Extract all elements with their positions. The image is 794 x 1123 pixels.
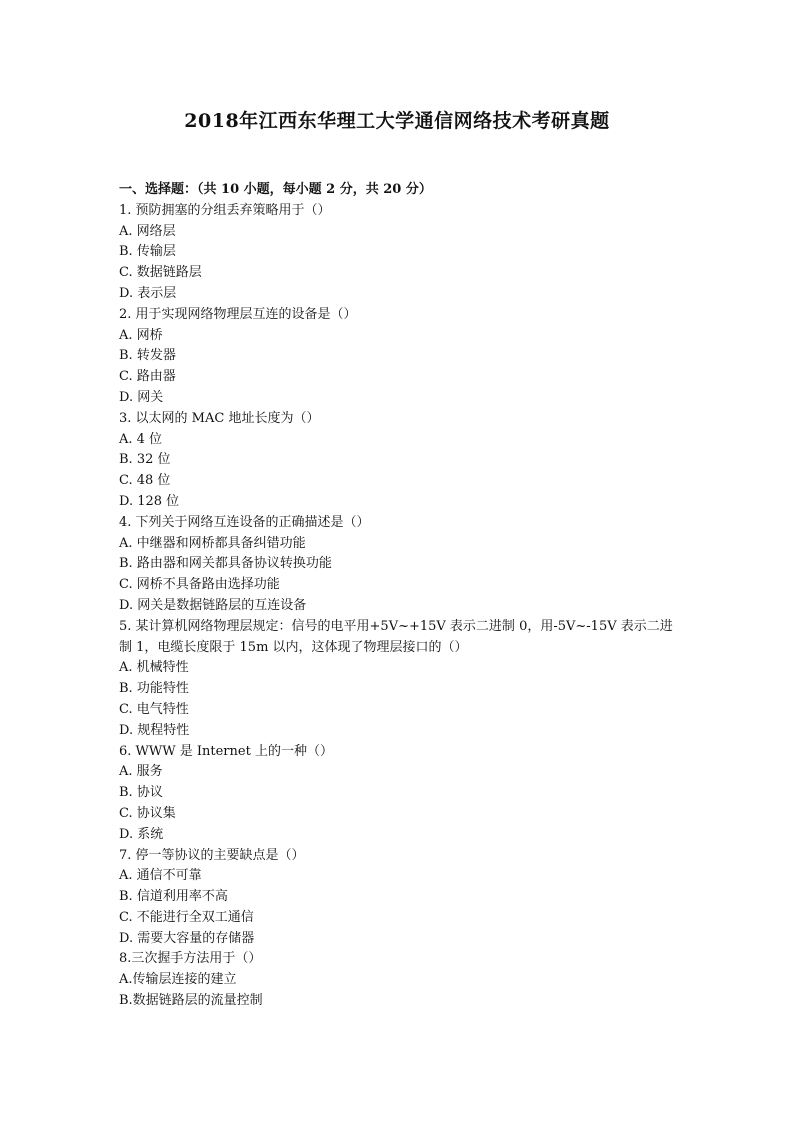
option-c: C. 电气特性 (119, 701, 189, 717)
option-a: A. 网桥 (119, 327, 163, 343)
question-stem: 3. 以太网的 MAC 地址长度为（） (119, 410, 320, 426)
question-list (119, 180, 679, 1012)
option-a: A.传输层连接的建立 (119, 972, 237, 988)
question-stem: 2. 用于实现网络物理层互连的设备是（） (119, 306, 357, 322)
question-stem: 4. 下列关于网络互连设备的正确描述是（） (119, 514, 370, 530)
option-b: B. 信道利用率不高 (119, 889, 228, 905)
option-a: A. 机械特性 (119, 660, 189, 676)
option-b: B. 路由器和网关都具备协议转换功能 (119, 556, 332, 572)
option-c: C. 48 位 (119, 473, 171, 489)
option-b: B. 转发器 (119, 348, 176, 364)
option-a: A. 中继器和网桥都具备纠错功能 (119, 535, 306, 551)
option-a: A. 通信不可靠 (119, 868, 202, 884)
question-7 (119, 846, 679, 950)
option-c: C. 路由器 (119, 369, 176, 385)
option-d: D. 表示层 (119, 285, 177, 301)
option-d: D. 需要大容量的存储器 (119, 930, 255, 946)
option-a: A. 4 位 (119, 431, 163, 447)
question-2 (119, 305, 679, 409)
option-c: C. 数据链路层 (119, 265, 202, 281)
option-c: C. 网桥不具备路由选择功能 (119, 577, 280, 593)
option-d: D. 规程特性 (119, 722, 190, 738)
option-a: A. 网络层 (119, 223, 176, 239)
question-3 (119, 409, 679, 513)
question-stem: 7. 停一等协议的主要缺点是（） (119, 847, 305, 863)
question-4 (119, 513, 679, 617)
question-5 (119, 617, 679, 742)
question-stem: 5. 某计算机网络物理层规定：信号的电平用+5V~+15V 表示二进制 0，用-5V~-15V 表示二进制 1，电缆长度限于 15m 以内，这体现了物理层接口的（） (119, 618, 673, 655)
option-d: D. 128 位 (119, 493, 180, 509)
option-d: D. 网关 (119, 389, 164, 405)
option-b: B. 传输层 (119, 244, 176, 260)
option-c: C. 不能进行全双工通信 (119, 909, 254, 925)
option-d: D. 系统 (119, 826, 164, 842)
option-c: C. 协议集 (119, 805, 176, 821)
option-a: A. 服务 (119, 764, 163, 780)
option-b: B. 功能特性 (119, 681, 189, 697)
question-1 (119, 201, 679, 305)
section-heading: 一、选择题：（共 10 小题，每小题 2 分，共 20 分） (119, 182, 432, 197)
option-d: D. 网关是数据链路层的互连设备 (119, 597, 307, 613)
option-b: B. 协议 (119, 785, 163, 801)
page-title: 2018年江西东华理工大学通信网络技术考研真题 (184, 110, 610, 132)
option-b: B.数据链路层的流量控制 (119, 993, 263, 1009)
question-8 (119, 949, 679, 1011)
question-stem: 6. WWW 是 Internet 上的一种（） (119, 743, 333, 759)
question-stem: 1. 预防拥塞的分组丢弃策略用于（） (119, 202, 331, 218)
question-6 (119, 742, 679, 846)
option-b: B. 32 位 (119, 452, 171, 468)
question-stem: 8.三次握手方法用于（） (119, 951, 262, 967)
